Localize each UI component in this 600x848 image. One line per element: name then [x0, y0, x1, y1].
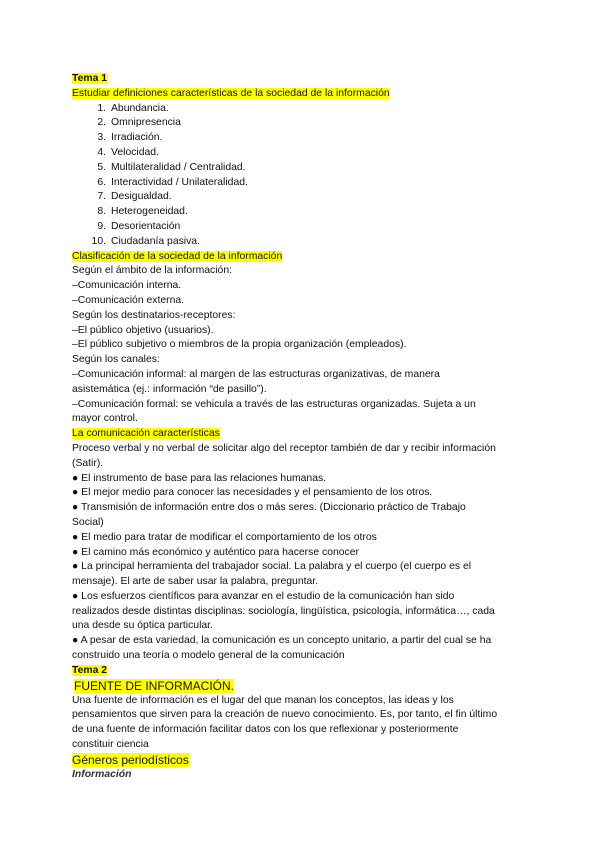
- communication-line: ● El camino más económico y auténtico para hacerse conocer: [72, 546, 359, 558]
- characteristic-item: [72, 131, 532, 146]
- communication-line: construido una teoría o modelo general de la comunicación: [72, 650, 345, 662]
- fuente-line: de una fuente de información facilitar datos con los que reflexionar y posteriormente: [72, 724, 459, 736]
- communication-line: Proceso verbal y no verbal de solicitar algo del receptor también de dar y recibir información: [72, 442, 496, 454]
- document-content: [72, 72, 532, 783]
- section-title-text: La comunicación características: [72, 428, 220, 440]
- item-number: 10.: [91, 235, 106, 247]
- section-title-text: FUENTE DE INFORMACIÓN.: [74, 678, 235, 693]
- classification-line: Según los canales:: [72, 354, 160, 366]
- item-text: Irradiación.: [111, 132, 163, 144]
- item-number: 2.: [97, 117, 106, 129]
- communication-line: ● Transmisión de información entre dos o más seres. (Diccionario práctico de Trabajo: [72, 502, 466, 514]
- item-number: 1.: [97, 102, 106, 114]
- fuente-lines: [72, 694, 532, 753]
- communication-line: ● La principal herramienta del trabajador social. La palabra y el cuerpo (el cuerpo es el: [72, 561, 472, 573]
- fuente-line: pensamientos que sirven para la creación de nuevo conocimiento. Es, por tanto, el fin último: [72, 709, 498, 721]
- classification-line: Según el ámbito de la información:: [72, 265, 232, 277]
- heading-tema-2: [72, 664, 532, 679]
- item-number: 7.: [97, 191, 106, 203]
- item-number: 6.: [97, 176, 106, 188]
- subsection-informacion: Información: [72, 768, 132, 780]
- communication-line: ● El mejor medio para conocer las necesidades y el pensamiento de los otros.: [72, 487, 433, 499]
- item-number: 9.: [97, 220, 106, 232]
- communication-line: Social): [72, 516, 104, 528]
- characteristic-item: [72, 190, 532, 205]
- item-text: Ciudadanía pasiva.: [111, 235, 200, 247]
- classification-line: mayor control.: [72, 413, 138, 425]
- heading-text: Tema 2: [72, 664, 108, 676]
- section-title-definiciones: [72, 87, 532, 102]
- communication-line: ● El instrumento de base para las relaciones humanas.: [72, 472, 327, 484]
- section-title-comunicacion: [72, 427, 532, 442]
- item-text: Heterogeneidad.: [111, 206, 188, 218]
- classification-line: –Comunicación interna.: [72, 280, 182, 292]
- characteristic-item: [72, 146, 532, 161]
- heading-tema-1: [72, 72, 532, 87]
- fuente-line: Una fuente de información es el lugar del que manan los conceptos, las ideas y los: [72, 694, 454, 706]
- item-text: Desigualdad.: [111, 191, 172, 203]
- characteristic-item: [72, 176, 532, 191]
- communication-line: ● A pesar de esta variedad, la comunicación es un concepto unitario, a partir del cual se ha: [72, 635, 492, 647]
- section-title-text: Clasificación de la sociedad de la información: [72, 250, 283, 262]
- classification-line: –Comunicación informal: al margen de las estructuras organizativas, de manera: [72, 368, 440, 380]
- communication-line: ● El medio para tratar de modificar el comportamiento de los otros: [72, 531, 377, 543]
- item-number: 8.: [97, 206, 106, 218]
- communication-line: ● Los esfuerzos científicos para avanzar en el estudio de la comunicación han sido: [72, 590, 455, 602]
- characteristic-item: [72, 205, 532, 220]
- item-text: Multilateralidad / Centralidad.: [111, 161, 246, 173]
- classification-lines: [72, 264, 532, 427]
- item-text: Desorientación: [111, 220, 181, 232]
- characteristic-item: [72, 161, 532, 176]
- communication-line: (Satir).: [72, 457, 104, 469]
- fuente-line: constituir ciencia: [72, 739, 149, 751]
- item-text: Velocidad.: [111, 146, 159, 158]
- section-title-clasificacion: [72, 250, 532, 265]
- characteristic-item: [72, 102, 532, 117]
- section-title-generos: [72, 753, 532, 768]
- communication-lines: [72, 442, 532, 664]
- item-text: Abundancia.: [111, 102, 169, 114]
- classification-line: –Comunicación formal: se vehicula a través de las estructuras organizadas. Sujeta a un: [72, 398, 476, 410]
- section-title-text: Estudiar definiciones características de la sociedad de la información: [72, 87, 390, 99]
- classification-line: –Comunicación externa.: [72, 294, 185, 306]
- item-number: 3.: [97, 132, 106, 144]
- item-number: 4.: [97, 146, 106, 158]
- heading-text: Tema 1: [72, 73, 108, 84]
- classification-line: –El público subjetivo o miembros de la propia organización (empleados).: [72, 339, 407, 351]
- item-number: 5.: [97, 161, 106, 173]
- communication-line: mensaje). El arte de saber usar la palabra, preguntar.: [72, 576, 319, 588]
- classification-line: –El público objetivo (usuarios).: [72, 324, 214, 336]
- characteristics-list: [72, 102, 532, 250]
- section-title-fuente: [72, 679, 532, 694]
- communication-line: realizados desde distintas disciplinas: sociología, lingüística, psicología, informática…, cada: [72, 605, 495, 617]
- characteristic-item: [72, 235, 532, 250]
- characteristic-item: [72, 220, 532, 235]
- characteristic-item: [72, 116, 532, 131]
- item-text: Interactividad / Unilateralidad.: [111, 176, 248, 188]
- section-title-text: Géneros periodísticos: [72, 752, 189, 767]
- communication-line: una desde su óptica particular.: [72, 620, 213, 632]
- classification-line: asistemática (ej.: información “de pasillo”).: [72, 383, 267, 395]
- item-text: Omnipresencia: [111, 117, 181, 129]
- classification-line: Según los destinatarios-receptores:: [72, 309, 236, 321]
